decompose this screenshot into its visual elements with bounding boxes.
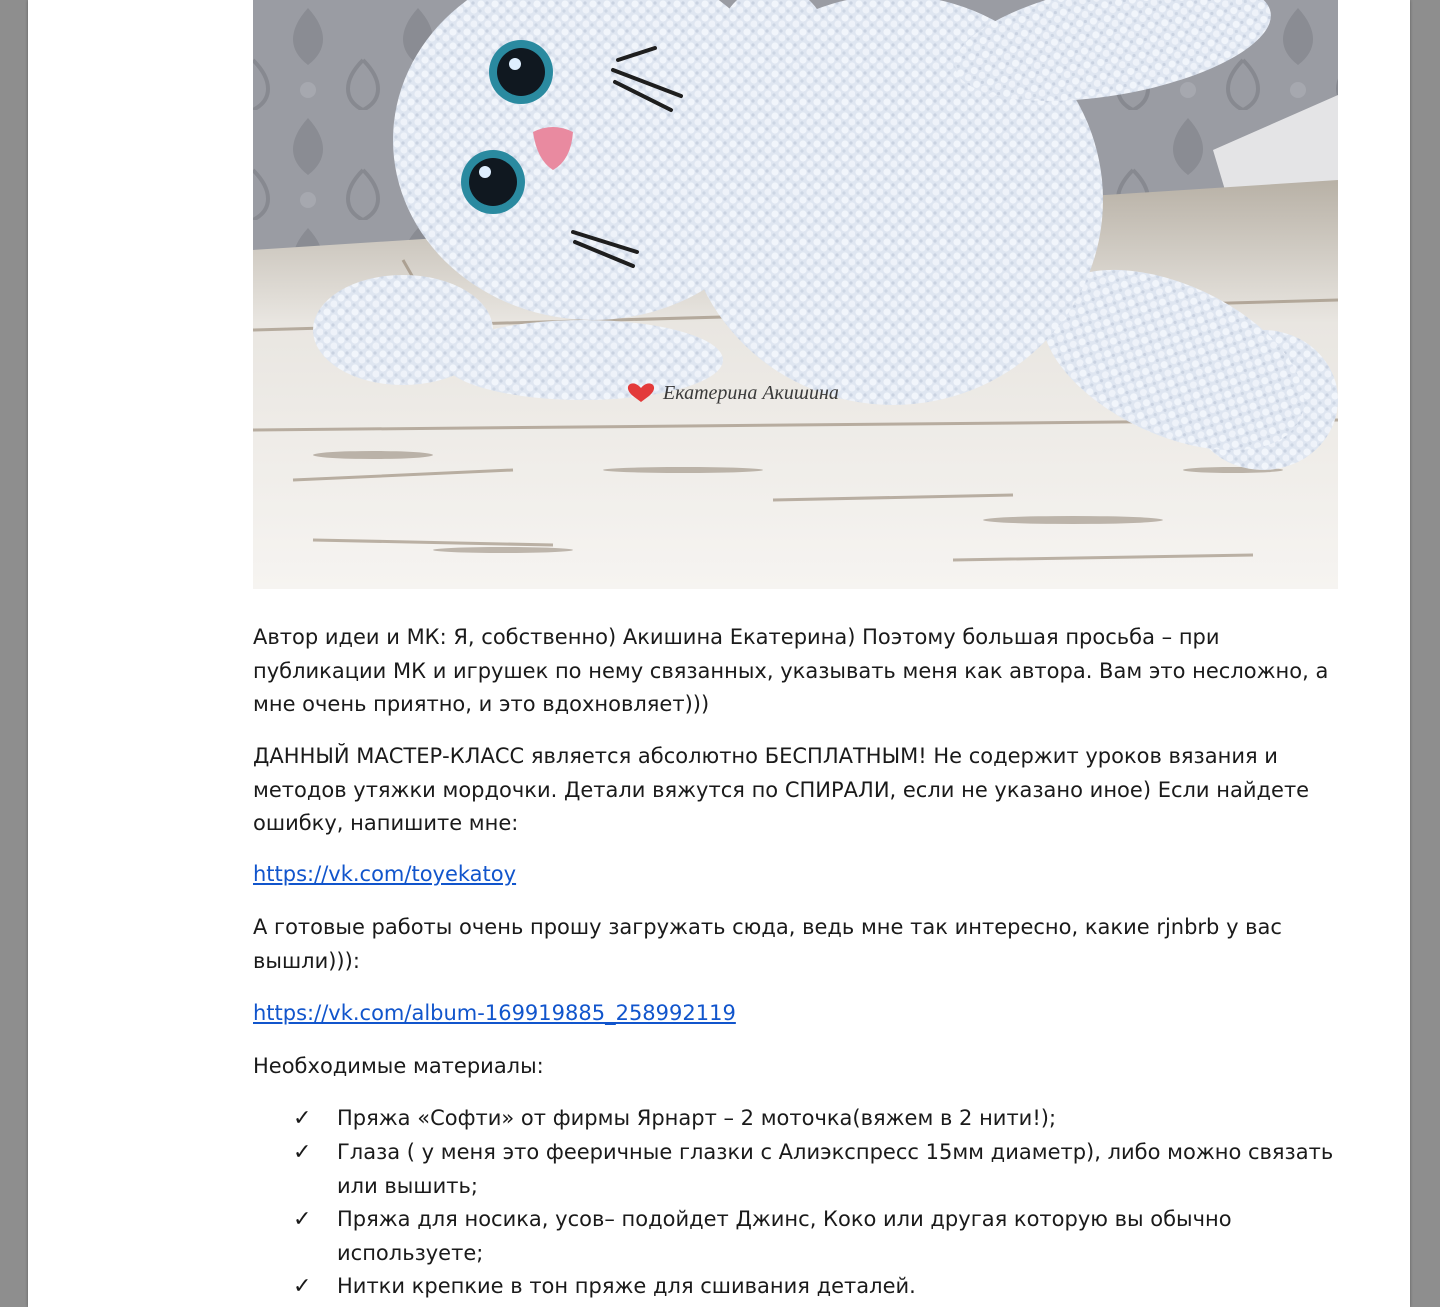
checkmark-icon: ✓: [293, 1207, 312, 1232]
list-item-text: Глаза ( у меня это фееричные глазки с Алиэкспресс 15мм диаметр), либо можно связать или вышить;: [337, 1140, 1334, 1198]
watermark-text: Екатерина Акишина: [663, 382, 839, 404]
link-vk-profile[interactable]: [253, 858, 1343, 892]
link-vk-profile-text[interactable]: https://vk.com/toyekatoy: [253, 862, 517, 886]
list-item-text: Нитки крепкие в тон пряже для сшивания деталей.: [337, 1274, 916, 1298]
free-class-paragraph: ДАННЫЙ МАСТЕР-КЛАСС является абсолютно БЕСПЛАТНЫМ! Не содержит уроков вязания и методов утяжки мордочки. Детали вяжутся по СПИРАЛИ, если не указано иное) Если найдете ошибку, напишите мне:: [253, 744, 1310, 835]
checkmark-icon: ✓: [293, 1140, 312, 1165]
checkmark-icon: ✓: [293, 1106, 312, 1131]
materials-heading: Необходимые материалы:: [253, 1054, 544, 1078]
checkmark-icon: ✓: [293, 1274, 312, 1299]
document-page: [28, 0, 1410, 1307]
link-vk-album[interactable]: [253, 997, 1343, 1031]
upload-paragraph: А готовые работы очень прошу загружать сюда, ведь мне так интересно, какие rjnbrb у вас вышли))):: [253, 915, 1282, 973]
list-item-text: Пряжа для носика, усов– подойдет Джинс, Коко или другая которую вы обычно используете;: [337, 1207, 1232, 1265]
link-vk-album-text[interactable]: https://vk.com/album-169919885_258992119: [253, 1001, 736, 1025]
author-paragraph: Автор идеи и МК: Я, собственно) Акишина Екатерина) Поэтому большая просьба – при публикации МК и игрушек по нему связанных, указывать меня как автора. Вам это несложно, а мне очень приятно, и это вдохновляет))): [253, 625, 1329, 716]
bunny-photo: [253, 0, 1338, 589]
list-item-text: Пряжа «Софти» от фирмы Ярнарт – 2 моточка(вяжем в 2 нити!);: [337, 1106, 1057, 1130]
